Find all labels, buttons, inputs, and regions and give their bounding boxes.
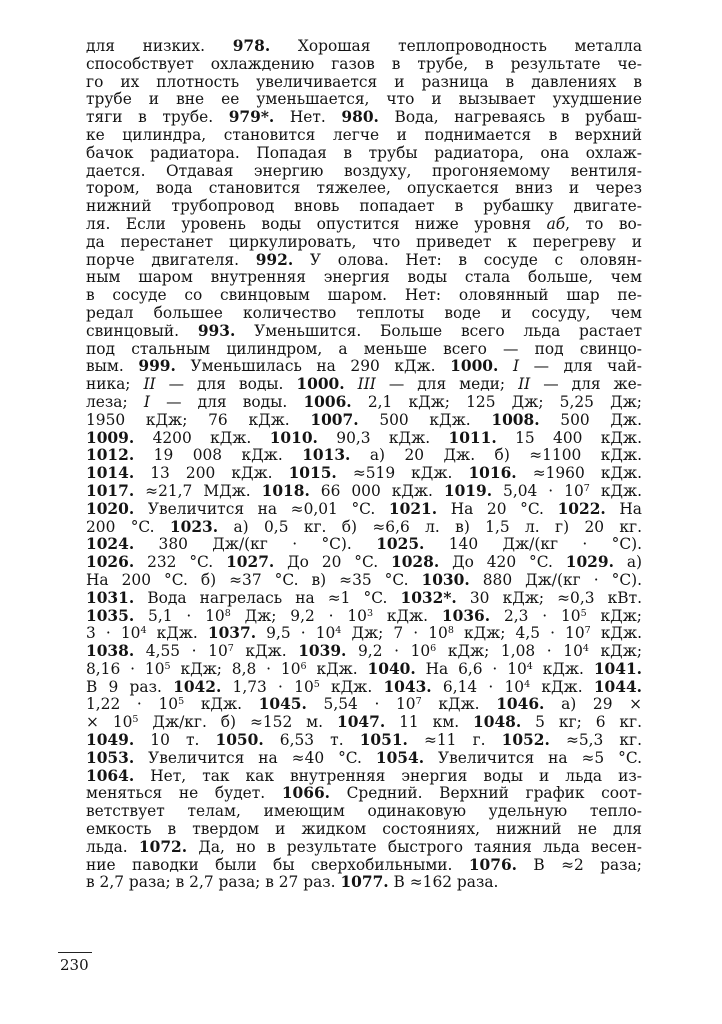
text-segment: 5 кг; 6 кг. [521, 713, 642, 732]
text-segment: леза; [86, 392, 144, 411]
problem-number: 1022. [557, 499, 606, 518]
problem-number: 1026. [86, 553, 135, 572]
exponent: 7 [584, 625, 591, 637]
text-line [86, 234, 642, 252]
problem-number: 1024. [86, 535, 135, 554]
text-segment: под стальным цилиндром, а меньше всего — под свинцо- [86, 339, 642, 358]
problem-number: 1007. [310, 410, 359, 429]
problem-number: 1030. [421, 570, 470, 589]
text-segment: Уменьшилась на 290 кДж. [175, 357, 451, 376]
problem-number: 1015. [288, 464, 337, 483]
text-line [86, 501, 642, 519]
text-segment: Дж/кг. б) ≈152 м. [138, 713, 337, 732]
problem-number: 1043. [383, 677, 432, 696]
text-segment: тором, вода становится тяжелее, опускается вниз и через [86, 179, 642, 198]
problem-number: 1052. [501, 731, 550, 750]
text-segment: — для чай- [519, 357, 642, 376]
text-segment: ля. Если уровень воды опустится ниже уровня [86, 214, 547, 233]
problem-number: 1041. [593, 659, 643, 678]
text-segment: 6,14 · 10 [431, 677, 525, 696]
text-line [86, 696, 642, 714]
text-line [86, 163, 642, 181]
exponent: 8 [447, 625, 454, 637]
problem-number: 1047. [336, 713, 386, 732]
text-segment: свинцовый. [86, 321, 198, 340]
problem-number: 1013. [302, 446, 351, 465]
problem-number: 1036. [441, 606, 491, 625]
text-segment: 1,73 · 10 [221, 677, 314, 696]
text-line [86, 198, 642, 216]
text-segment: I [512, 357, 520, 376]
footer-rule [58, 952, 92, 953]
problem-number: 1037. [207, 624, 257, 643]
text-segment: кДж. [306, 659, 368, 678]
text-segment: 1950 кДж; 76 кДж. [86, 410, 311, 429]
text-line [86, 519, 642, 537]
text-line [86, 430, 642, 448]
text-segment: кДж. [530, 677, 594, 696]
text-segment: II [143, 375, 156, 394]
text-segment: До 20 °C. [274, 553, 391, 572]
problem-number: 1077. [340, 873, 389, 892]
problem-number: 979*. [228, 108, 275, 127]
problem-number: 1025. [376, 535, 425, 554]
exponent: 4 [526, 661, 533, 673]
text-segment: 30 кДж; ≈0,3 кВт. [456, 588, 642, 607]
text-segment: Дж; 9,2 · 10 [230, 606, 367, 625]
text-segment: кДж. [421, 695, 497, 714]
text-segment: ≈5,3 кг. [549, 731, 642, 750]
text-segment [345, 375, 358, 393]
problem-number: 1014. [86, 464, 135, 483]
text-segment: да перестанет циркулировать, что приведет к перегреву и [86, 232, 642, 251]
text-line [86, 287, 642, 305]
text-segment: 15 400 кДж. [496, 428, 642, 447]
text-line [86, 305, 642, 323]
text-segment: а) 0,5 кг. б) ≈6,6 л. в) 1,5 л. г) 20 кг. [218, 517, 642, 536]
text-line [86, 750, 642, 768]
text-segment: кДж. [589, 481, 643, 500]
text-line [86, 625, 642, 643]
text-line [86, 74, 642, 92]
problem-number: 1035. [86, 606, 135, 625]
text-segment: 8,16 · 10 [86, 659, 165, 678]
text-line [86, 821, 642, 839]
text-segment: 4200 кДж. [134, 428, 270, 447]
text-line [86, 785, 642, 803]
problem-number: 1000. [296, 375, 345, 394]
text-line [86, 323, 642, 341]
text-segment: способствует охлаждению газов в трубе, в результате че- [86, 54, 642, 73]
text-segment: Средний. Верхний график соот- [330, 784, 643, 803]
problem-number: 1008. [491, 410, 540, 429]
text-line [86, 56, 642, 74]
problem-number: 978. [232, 37, 271, 55]
text-segment: 66 000 кДж. [309, 481, 444, 500]
problem-number: 1048. [473, 713, 522, 732]
text-segment: редал большее количество теплоты воде и сосуду, чем [86, 303, 642, 322]
problem-number: 993. [197, 321, 236, 340]
text-segment: для низких. [86, 37, 233, 55]
text-line [86, 483, 642, 501]
text-line [86, 608, 642, 626]
problem-number: 1010. [269, 428, 318, 447]
problem-number: 1009. [86, 428, 135, 447]
problem-number: 1031. [86, 588, 135, 607]
problem-number: 1029. [565, 553, 614, 572]
text-segment: 2,3 · 10 [490, 606, 581, 625]
text-segment: Увеличится на ≈40 °C. [134, 748, 376, 767]
text-segment [498, 357, 513, 375]
text-segment: нижний трубопровод вновь попадает в рубашку двигате- [86, 197, 642, 216]
text-segment: аб [546, 214, 566, 233]
text-segment: — для меди; [375, 375, 519, 394]
exponent: 6 [300, 661, 307, 673]
text-segment: 10 т. [134, 731, 216, 750]
text-segment: Вода, нагреваясь в рубаш- [378, 108, 642, 127]
problem-number: 1042. [173, 677, 222, 696]
text-segment: ным шаром внутренняя энергия воды стала больше, чем [86, 268, 642, 287]
text-segment: кДж. [532, 659, 594, 678]
problem-number: 1032*. [400, 588, 457, 607]
text-line [86, 252, 642, 270]
text-line [86, 394, 642, 412]
text-line [86, 839, 642, 857]
text-line [86, 447, 642, 465]
text-segment: го их плотность увеличивается и разница в давлениях в [86, 72, 642, 91]
text-segment: 6,53 т. [263, 731, 360, 750]
text-segment: кДж. [146, 624, 208, 643]
text-segment: На 20 °C. [437, 499, 558, 518]
problem-number: 1023. [169, 517, 219, 536]
text-segment: ≈11 г. [407, 731, 502, 750]
text-line [86, 109, 642, 127]
problem-number: 1046. [496, 695, 545, 714]
problem-number: 1045. [258, 695, 307, 714]
exponent: 4 [582, 643, 589, 655]
problem-number: 999. [138, 357, 176, 376]
text-segment: ветствует телам, имеющим одинаковую удельную тепло- [86, 802, 642, 821]
text-segment: II [518, 375, 531, 394]
text-segment: — для воды. [149, 392, 304, 411]
exponent: 5 [313, 678, 320, 690]
text-segment: кДж. [590, 624, 642, 643]
text-segment: кДж; [586, 606, 642, 625]
text-segment: 380 Дж/(кг · °C). [134, 535, 377, 554]
problem-number: 1012. [86, 446, 135, 465]
text-segment: Вода нагрелась на ≈1 °C. [134, 588, 401, 607]
text-segment: 9,5 · 10 [256, 624, 336, 643]
text-line [86, 874, 642, 892]
text-segment: На [605, 499, 642, 518]
text-segment: трубе и вне ее уменьшается, что и вызывает ухудшение [86, 90, 642, 109]
exponent: 8 [224, 607, 231, 619]
text-segment: кДж; [588, 642, 643, 661]
problem-number: 1050. [215, 731, 264, 750]
text-segment: На 200 °C. б) ≈37 °C. в) ≈35 °C. [86, 570, 422, 589]
text-segment: 13 200 кДж. [134, 464, 289, 483]
text-segment: Нет, так как внутренняя энергия воды и льда из- [134, 766, 642, 785]
text-segment: 1,22 · 10 [86, 695, 179, 714]
exponent: 7 [227, 643, 234, 655]
text-segment: бачок радиатора. Попадая в трубы радиатора, она охлаж- [86, 143, 642, 162]
text-line [86, 803, 642, 821]
text-line [86, 857, 642, 875]
problem-number: 1019. [443, 481, 493, 500]
exponent: 3 [366, 607, 374, 619]
text-segment: 5,1 · 10 [134, 606, 225, 625]
problem-number: 1049. [86, 731, 135, 750]
text-segment: а) [613, 553, 643, 572]
text-segment: 500 кДж. [358, 410, 492, 429]
page-number: 230 [60, 956, 89, 974]
text-segment: ние паводки были бы сверхобильными. [86, 855, 469, 874]
text-segment: кДж. [233, 642, 299, 661]
problem-number: 1016. [468, 464, 517, 483]
text-segment: Дж; 7 · 10 [341, 624, 448, 643]
problem-number: 1000. [450, 357, 499, 376]
problem-number: 1039. [298, 642, 347, 661]
text-segment: В ≈162 раза. [388, 873, 499, 892]
text-segment: 4,55 · 10 [134, 642, 228, 661]
text-segment: а) 29 × [544, 695, 643, 714]
text-segment: Да, но в результате быстрого таяния льда весен- [187, 837, 642, 856]
exponent: 5 [132, 714, 139, 726]
problem-number: 1038. [86, 642, 135, 661]
text-segment: вым. [86, 357, 139, 376]
text-segment: 2,1 кДж; 125 Дж; 5,25 Дж; [351, 392, 642, 411]
exponent: 4 [335, 625, 342, 637]
exponent: 5 [164, 661, 171, 673]
text-line [86, 91, 642, 109]
exponent: 4 [140, 625, 147, 637]
text-line [86, 127, 642, 145]
problem-number: 1040. [367, 659, 416, 678]
text-line [86, 643, 642, 661]
exponent: 5 [178, 696, 185, 708]
text-line [86, 554, 642, 572]
text-segment: В ≈2 раза; [517, 855, 642, 874]
problem-number: 1028. [391, 553, 440, 572]
exponent: 7 [415, 696, 422, 708]
text-segment: льда. [86, 837, 139, 856]
text-line [86, 216, 642, 234]
problem-number: 1044. [593, 677, 643, 696]
text-segment: I [143, 392, 150, 411]
text-line [86, 145, 642, 163]
problem-number: 1053. [86, 748, 135, 767]
text-segment: ника; [86, 375, 144, 394]
problem-number: 1051. [359, 731, 408, 750]
text-segment: 232 °C. [134, 553, 227, 572]
problem-number: 980. [341, 108, 379, 127]
text-line [86, 590, 642, 608]
text-segment: кДж; 4,5 · 10 [453, 624, 585, 643]
text-segment: 3 · 10 [86, 624, 141, 643]
text-segment: 5,04 · 10 [492, 481, 584, 500]
problem-number: 1054. [375, 748, 425, 767]
problem-number: 1021. [388, 499, 438, 518]
text-segment: 200 °C. [86, 517, 170, 536]
text-segment: Увеличится на ≈0,01 °C. [134, 499, 389, 518]
problem-number: 1027. [226, 553, 275, 572]
text-segment: , то во- [565, 214, 643, 233]
text-line [86, 732, 642, 750]
text-segment: 5,54 · 10 [306, 695, 416, 714]
problem-number: 1020. [86, 499, 135, 518]
text-line [86, 465, 642, 483]
exponent: 5 [580, 607, 587, 619]
text-segment: 90,3 кДж. [317, 428, 449, 447]
text-segment: меняться не будет. [86, 784, 282, 803]
text-segment: кДж. [184, 695, 259, 714]
text-segment: в сосуде со свинцовым шаром. Нет: оловянный шар пе- [86, 286, 642, 305]
text-segment: Хорошая теплопроводность металла [270, 37, 642, 55]
problem-number: 1018. [261, 481, 310, 500]
text-line [86, 679, 642, 697]
text-segment: До 420 °C. [439, 553, 566, 572]
text-segment: У олова. Нет: в сосуде с оловян- [293, 250, 642, 269]
text-segment: кДж; 1,08 · 10 [436, 642, 583, 661]
text-segment: 11 км. [385, 713, 474, 732]
exponent: 4 [524, 678, 531, 690]
problem-number: 1011. [448, 428, 497, 447]
text-line [86, 341, 642, 359]
problem-number: 992. [255, 250, 294, 269]
text-segment: — для же- [530, 375, 642, 394]
text-segment: емкость в твердом и жидком состояниях, нижний не для [86, 820, 642, 839]
text-segment: 9,2 · 10 [346, 642, 431, 661]
text-segment: ≈519 кДж. [336, 464, 469, 483]
text-segment: кДж. [373, 606, 442, 625]
text-segment: ке цилиндра, становится легче и поднимается в верхний [86, 125, 642, 144]
problem-number: 1006. [303, 392, 352, 411]
text-segment: дается. Отдавая энергию воздуху, прогоняемому вентиля- [86, 161, 642, 180]
problem-number: 1064. [86, 766, 135, 785]
answers-text-block [86, 38, 642, 892]
text-segment: в 2,7 раза; в 2,7 раза; в 27 раз. [86, 873, 341, 892]
text-segment: — для воды. [155, 375, 297, 394]
problem-number: 1072. [138, 837, 188, 856]
text-line [86, 768, 642, 786]
text-segment: На 6,6 · 10 [415, 659, 527, 678]
problem-number: 1066. [281, 784, 331, 803]
text-line [86, 38, 642, 56]
text-line [86, 358, 642, 376]
text-segment: 19 008 кДж. [134, 446, 303, 465]
text-segment: кДж. [319, 677, 384, 696]
exponent: 6 [430, 643, 437, 655]
text-segment: ≈21,7 МДж. [134, 481, 262, 500]
text-segment: × 10 [86, 713, 133, 732]
text-line [86, 572, 642, 590]
text-segment: порче двигателя. [86, 250, 256, 269]
text-segment: а) 20 Дж. б) ≈1100 кДж. [350, 446, 642, 465]
text-segment: ≈1960 кДж. [516, 464, 643, 483]
text-segment: тяги в трубе. [86, 108, 229, 127]
text-line [86, 180, 642, 198]
text-line [86, 376, 642, 394]
text-line [86, 412, 642, 430]
text-line [86, 714, 642, 732]
problem-number: 1017. [86, 481, 135, 500]
text-segment: III [357, 375, 376, 394]
text-line [86, 536, 642, 554]
problem-number: 1076. [468, 855, 518, 874]
text-segment: 140 Дж/(кг · °C). [424, 535, 643, 554]
text-line [86, 661, 642, 679]
text-segment: Уменьшится. Больше всего льда растает [235, 321, 642, 340]
text-segment: кДж; 8,8 · 10 [170, 659, 301, 678]
text-segment: 880 Дж/(кг · °C). [469, 570, 642, 589]
text-segment: Увеличится на ≈5 °C. [424, 748, 642, 767]
text-segment: 500 Дж. [539, 410, 642, 429]
text-line [86, 269, 642, 287]
text-segment: Нет. [274, 108, 342, 127]
exponent: 7 [583, 483, 590, 495]
text-segment: В 9 раз. [86, 677, 174, 696]
